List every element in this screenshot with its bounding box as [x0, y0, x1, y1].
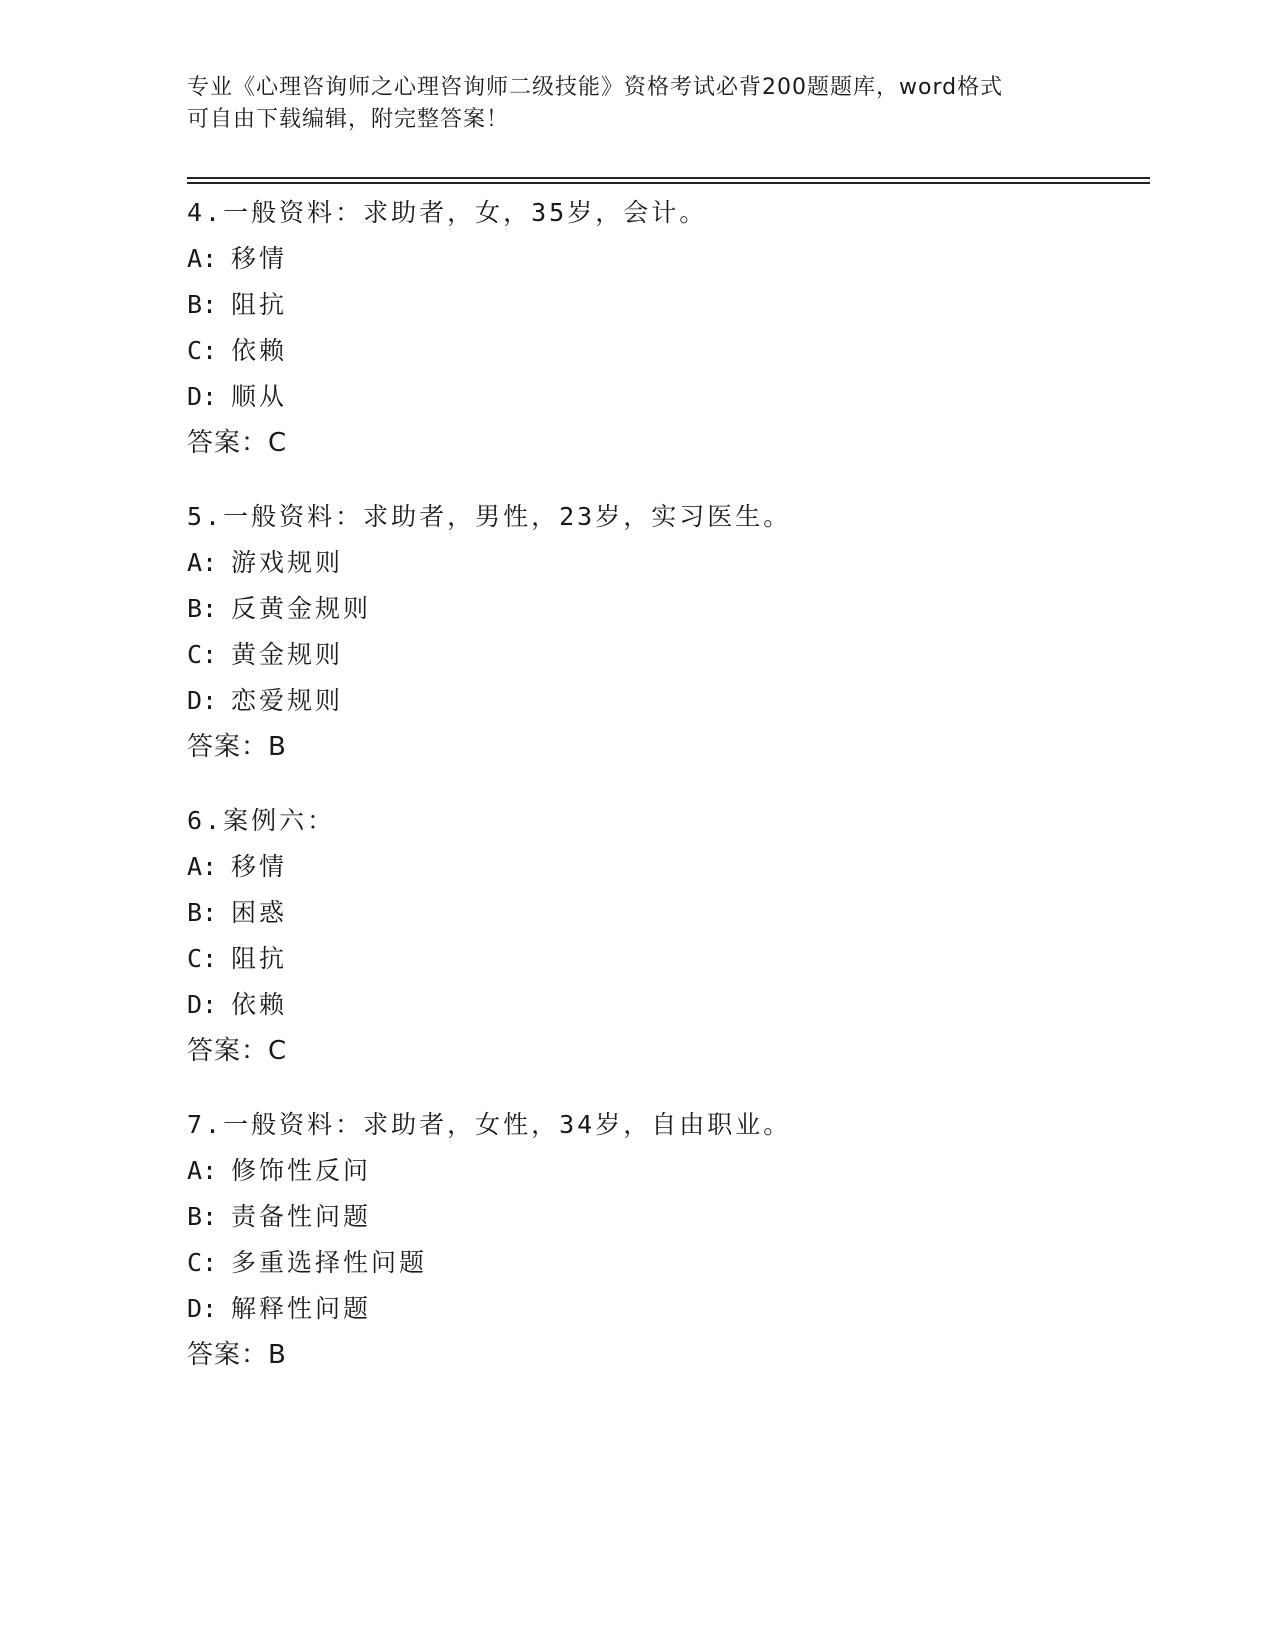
- option-letter: A:: [187, 852, 218, 881]
- option-letter: C:: [187, 944, 218, 973]
- option-text: 修饰性反问: [231, 1156, 372, 1185]
- option-text: 阻抗: [231, 290, 288, 319]
- option-text: 责备性问题: [231, 1202, 372, 1231]
- option-d: [187, 982, 1147, 1028]
- header-divider-bottom: [187, 182, 1150, 184]
- option-letter: B:: [187, 594, 218, 623]
- question-7: [187, 1102, 1147, 1378]
- option-text: 反黄金规则: [231, 594, 372, 623]
- option-c: [187, 1240, 1147, 1286]
- option-a: [187, 236, 1147, 282]
- option-letter: B:: [187, 1202, 218, 1231]
- question-stem: 7.一般资料：求助者，女性，34岁，自由职业。: [187, 1110, 792, 1139]
- option-text: 游戏规则: [231, 548, 344, 577]
- question-stem: 4.一般资料：求助者，女，35岁，会计。: [187, 198, 708, 227]
- option-text: 黄金规则: [231, 640, 344, 669]
- answer: 答案：B: [187, 732, 287, 762]
- header-line-1: 专业《心理咨询师之心理咨询师二级技能》资格考试必背200题题库，word格式: [187, 75, 1004, 100]
- option-letter: D:: [187, 686, 218, 715]
- option-text: 依赖: [231, 336, 288, 365]
- answer: 答案：C: [187, 1036, 288, 1066]
- option-letter: C:: [187, 1248, 218, 1277]
- header-divider-top: [187, 177, 1150, 179]
- option-a: [187, 844, 1147, 890]
- option-letter: D:: [187, 1294, 218, 1323]
- question-5: [187, 494, 1147, 770]
- option-letter: A:: [187, 244, 218, 273]
- question-stem: 5.一般资料：求助者，男性，23岁，实习医生。: [187, 502, 792, 531]
- document-header: [187, 72, 1087, 136]
- option-c: [187, 328, 1147, 374]
- option-b: [187, 586, 1147, 632]
- question-list: [187, 190, 1147, 1406]
- option-letter: D:: [187, 990, 218, 1019]
- option-letter: A:: [187, 548, 218, 577]
- option-c: [187, 632, 1147, 678]
- option-text: 解释性问题: [231, 1294, 372, 1323]
- option-a: [187, 1148, 1147, 1194]
- option-text: 顺从: [231, 382, 288, 411]
- option-d: [187, 374, 1147, 420]
- option-a: [187, 540, 1147, 586]
- option-letter: D:: [187, 382, 218, 411]
- option-letter: C:: [187, 640, 218, 669]
- answer: 答案：C: [187, 428, 288, 458]
- option-letter: C:: [187, 336, 218, 365]
- option-letter: A:: [187, 1156, 218, 1185]
- option-b: [187, 282, 1147, 328]
- option-text: 移情: [231, 852, 288, 881]
- option-text: 依赖: [231, 990, 288, 1019]
- option-b: [187, 1194, 1147, 1240]
- option-text: 多重选择性问题: [231, 1248, 428, 1277]
- question-6: [187, 798, 1147, 1074]
- option-text: 困惑: [231, 898, 288, 927]
- question-4: [187, 190, 1147, 466]
- option-c: [187, 936, 1147, 982]
- option-text: 阻抗: [231, 944, 288, 973]
- option-text: 恋爱规则: [231, 686, 344, 715]
- option-d: [187, 678, 1147, 724]
- header-line-2: 可自由下载编辑，附完整答案！: [187, 107, 510, 132]
- option-b: [187, 890, 1147, 936]
- option-d: [187, 1286, 1147, 1332]
- option-text: 移情: [231, 244, 288, 273]
- answer: 答案：B: [187, 1340, 287, 1370]
- option-letter: B:: [187, 290, 218, 319]
- question-stem: 6.案例六：: [187, 806, 336, 835]
- option-letter: B:: [187, 898, 218, 927]
